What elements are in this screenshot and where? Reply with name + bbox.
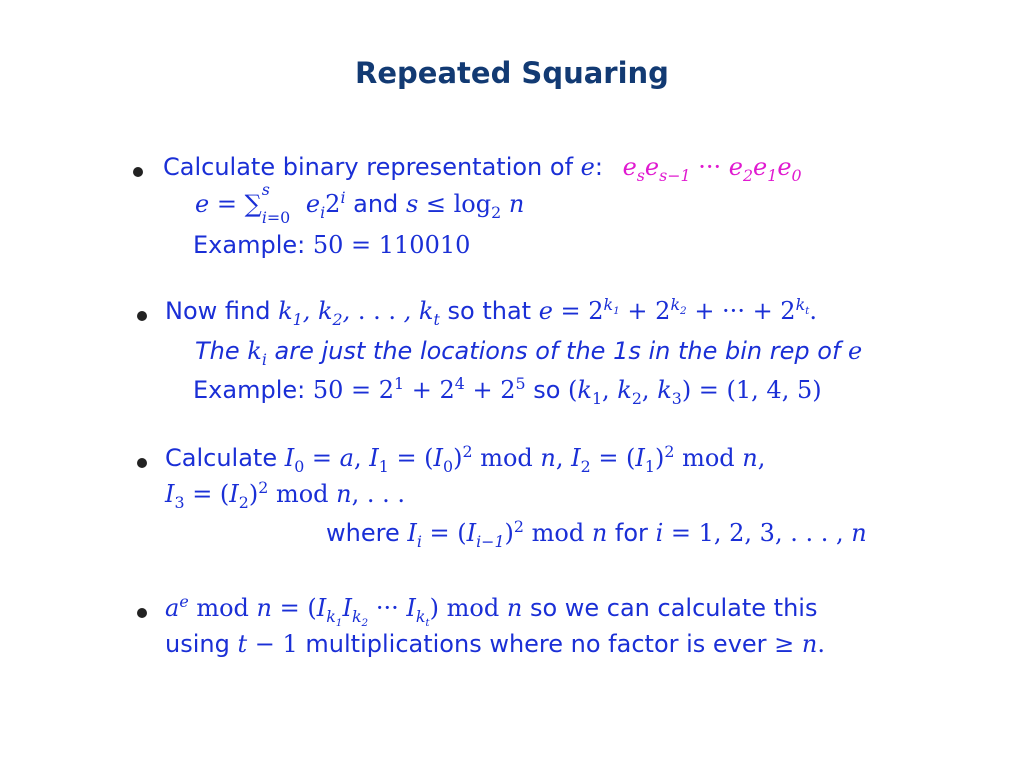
k-sequence: $k_1$, $k_2$, . . . , $k_t$ [278, 297, 440, 329]
bullet-4-line-1 [165, 592, 818, 629]
bullet-3-dot [137, 458, 147, 468]
bullet-1-line-2 [195, 179, 525, 228]
bullet-1-example-label: Example: [193, 231, 306, 259]
bullet-2-example-label: Example: [193, 376, 306, 404]
index-range: i = 1, 2, 3, . . . , n [655, 519, 867, 547]
power-sum: $e = 2^{k_1} + 2^{k_2}$ + ··· + $2^{k_t}$. [538, 295, 818, 325]
bullet-3-line-1 [165, 442, 766, 476]
example-power-sum: $50 = 2^1 + 2^4 + 2^5$ [312, 374, 526, 404]
bullet-3-lead: Calculate [165, 444, 278, 472]
bullet-1-colon: : [594, 153, 603, 181]
t-minus-1: t − 1 [237, 630, 298, 658]
bullet-2-dot [137, 311, 147, 321]
bullet-1-line-3 [193, 231, 470, 259]
bullet-3-for: for [614, 519, 648, 547]
bullet-3-where: where [326, 519, 400, 547]
bullet-2-line-2 [195, 337, 863, 369]
bullet-1-example-value: 50 = 110010 [312, 231, 471, 259]
bullet-2-line-3 [193, 374, 822, 408]
sum-formula: e = ∑$^s_{i=0}$ $e_i2^i$ [195, 179, 346, 228]
note-start: The [195, 337, 240, 365]
bullet-2-so-that: so that [447, 297, 532, 325]
bullet-3-line-3 [326, 517, 867, 551]
bullet-4-dot [137, 608, 147, 618]
example-k-values: ($k_1$, $k_2$, $k_3) = (1$, 4, 5) [568, 376, 822, 408]
product-formula: $a^e$ mod $n = (I_{k_1}I_{k_2}$ ··· $I_{k_t}$) mod n [165, 592, 523, 629]
bullet-4-mults: multiplications where no factor is ever [305, 630, 767, 658]
bullet-3-line-2 [165, 478, 406, 512]
bullet-2-example-so: so [533, 376, 561, 404]
bullet-2-line-1 [165, 295, 818, 329]
bullet-4-using: using [165, 630, 230, 658]
squaring-steps: $I_0 = a$, $I_1 = (I_0)^2$ mod n, $I_2 = (I_1)^2$ mod n, [284, 442, 766, 476]
bullet-4-tail: so we can calculate this [529, 594, 818, 622]
geq-n: ≥ n. [774, 630, 826, 658]
var-e: e [580, 153, 595, 181]
var-e-note: e [848, 337, 863, 365]
note-mid: are just the locations of the [274, 337, 606, 365]
recurrence: $I_i = (I_{i-1})^2$ mod n [407, 517, 608, 551]
bullet-1-dot [133, 167, 143, 177]
slide-title: Repeated Squaring [355, 56, 669, 90]
bullet-4-line-2 [165, 630, 825, 658]
s-bound: $s \le \log_2 n$ [405, 190, 525, 222]
bullet-1-line-1 [163, 153, 802, 185]
var-ki: $k_i$ [247, 337, 267, 369]
squaring-step-3: $I_3 = (I_2)^2$ mod n, . . . [165, 478, 406, 512]
binary-representation: $e_se_{s-1}$ ··· $e_2e_1e_0$ [622, 153, 802, 185]
and-word: and [353, 190, 399, 218]
bullet-2-lead: Now find [165, 297, 271, 325]
bullet-1-lead: Calculate binary representation of [163, 153, 574, 181]
note-ones: 1s in the bin rep of [613, 337, 841, 365]
